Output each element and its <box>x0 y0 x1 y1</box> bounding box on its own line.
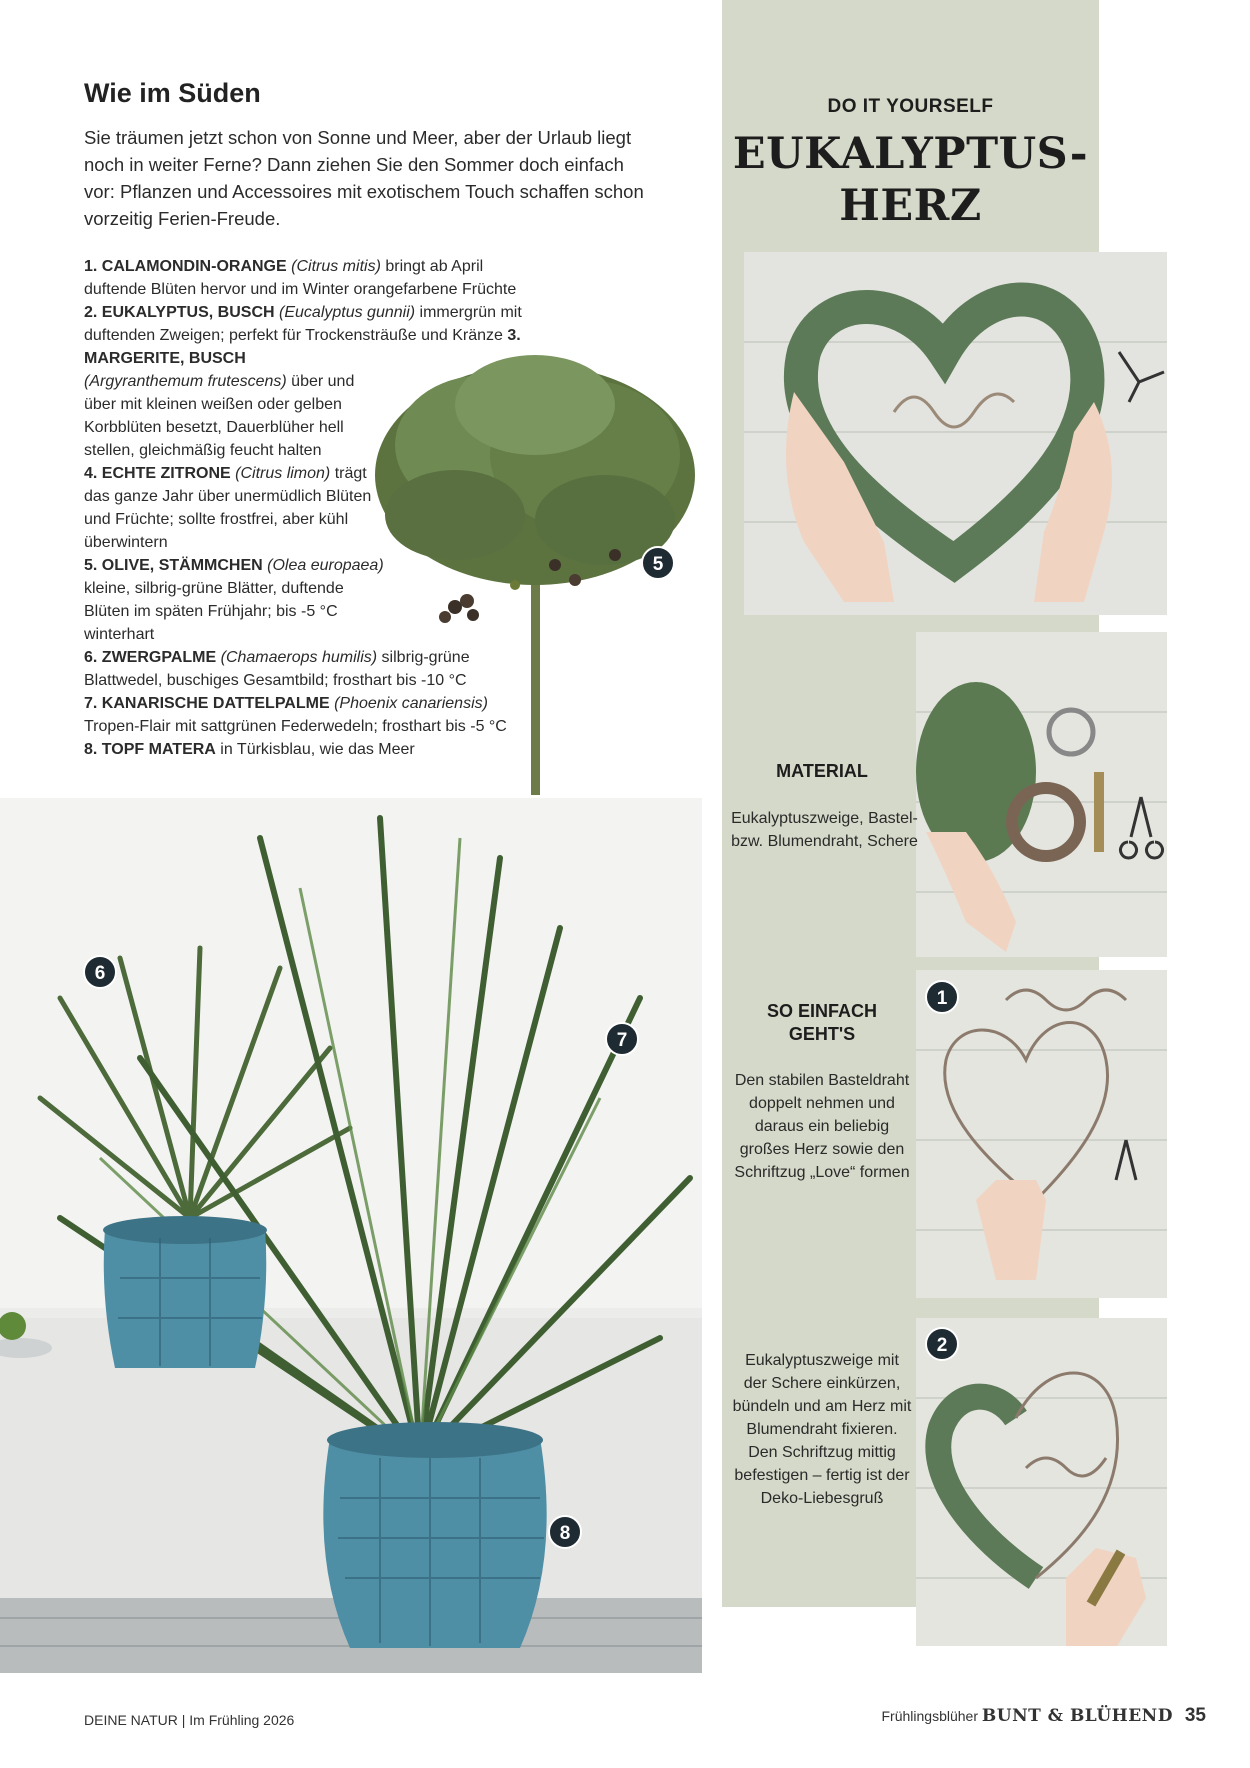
item-4-latin: (Citrus limon) <box>235 465 331 482</box>
plant-list-block-3 <box>84 462 384 554</box>
item-1-latin: (Citrus mitis) <box>291 258 381 275</box>
material-heading: MATERIAL <box>776 761 868 781</box>
step2-text: Eukalyptuszweige mit der Schere einkürzen, bündeln und am Herz mit Blumendraht fixieren. Den Schriftzug mittig befestigen – fertig ist der Deko-Liebesgruß <box>732 1352 912 1507</box>
plant-list <box>84 255 539 761</box>
marker-5: 5 <box>641 546 675 580</box>
item-1-name: 1. CALAMONDIN-ORANGE <box>84 258 287 275</box>
diy-title-line-1: EUKALYPTUS- <box>732 129 1089 179</box>
item-6-desc: silbrig-grüne Blattwedel, buschiges Gesamtbild; frosthart bis -10 °C <box>84 649 470 689</box>
item-2-name: 2. EUKALYPTUS, BUSCH <box>84 304 275 321</box>
item-6-name: 6. ZWERGPALME <box>84 649 217 666</box>
item-7-desc: Tropen-Flair mit sattgrünen Federwedeln; frosthart bis -5 °C <box>84 718 507 735</box>
material-text: Eukalyptuszweige, Bastel- bzw. Blumendraht, Schere <box>731 810 918 850</box>
diy-title <box>722 128 1099 232</box>
item-7-name: 7. KANARISCHE DATTELPALME <box>84 695 330 712</box>
eucalyptus-heart-photo <box>744 252 1167 615</box>
item-1-desc: bringt ab April duftende Blüten hervor und im Winter orangefarbene Früchte <box>84 258 517 298</box>
item-4-desc: trägt das ganze Jahr über unermüdlich Blüten und Früchte; sollte frostfrei, aber kühl überwintern <box>84 465 372 551</box>
intro-text: Sie träumen jetzt schon von Sonne und Meer, aber der Urlaub liegt noch in weiter Ferne? Dann ziehen Sie den Sommer doch einfach vor: Pflanzen und Accessoires mit exotischem Touch schaffen schon vorzeitig Ferien-Freude. <box>84 127 644 229</box>
item-5-latin: (Olea europaea) <box>267 557 384 574</box>
material-photo <box>916 632 1167 957</box>
item-8-desc: in Türkisblau, wie das Meer <box>215 741 415 758</box>
marker-7: 7 <box>605 1022 639 1056</box>
step1-photo <box>916 970 1167 1298</box>
footer-right <box>881 1705 1206 1727</box>
diy-kicker: DO IT YOURSELF <box>827 96 994 117</box>
footer-brand: BUNT & BLÜHEND <box>981 1706 1173 1726</box>
page-number: 35 <box>1184 1705 1206 1726</box>
item-5-name: 5. OLIVE, STÄMMCHEN <box>84 557 263 574</box>
plant-list-block-2 <box>84 370 384 462</box>
plant-list-block-1 <box>84 255 524 370</box>
plant-list-block-6 <box>84 692 524 761</box>
steps-heading: SO EINFACH GEHT'S <box>766 1001 877 1044</box>
step-marker-1: 1 <box>925 980 959 1014</box>
item-8-name: 8. TOPF MATERA <box>84 741 216 758</box>
marker-8: 8 <box>548 1515 582 1549</box>
marker-6: 6 <box>83 955 117 989</box>
step1-text: Den stabilen Basteldraht doppelt nehmen und daraus ein beliebig großes Herz sowie den Schriftzug „Love“ formen <box>734 1072 910 1181</box>
plant-list-block-4 <box>84 554 384 646</box>
step2-photo <box>916 1318 1167 1646</box>
item-3-name: 3. MARGERITE, BUSCH <box>84 327 521 367</box>
palm-photo <box>0 798 702 1673</box>
item-3-desc: über und über mit kleinen weißen oder gelben Korbblüten besetzt, Dauerblüher hell stellen, gleichmäßig feucht halten <box>84 373 355 459</box>
item-7-latin: (Phoenix canariensis) <box>334 695 488 712</box>
item-4-name: 4. ECHTE ZITRONE <box>84 465 231 482</box>
item-3-latin: (Argyranthemum frutescens) <box>84 373 287 390</box>
page-title: Wie im Süden <box>84 78 261 108</box>
item-2-desc: immergrün mit duftenden Zweigen; perfekt für Trockensträuße und Kränze <box>84 304 522 344</box>
diy-title-line-2: HERZ <box>839 181 982 231</box>
item-2-latin: (Eucalyptus gunnii) <box>279 304 416 321</box>
footer-section: Frühlingsblüher <box>881 1708 978 1724</box>
item-5-desc: kleine, silbrig-grüne Blätter, duftende Blüten im späten Frühjahr; bis -5 °C winterhart <box>84 580 344 643</box>
item-6-latin: (Chamaerops humilis) <box>220 649 378 666</box>
footer-left: DEINE NATUR | Im Frühling 2026 <box>84 1712 295 1728</box>
step-marker-2: 2 <box>925 1327 959 1361</box>
plant-list-block-5 <box>84 646 524 692</box>
